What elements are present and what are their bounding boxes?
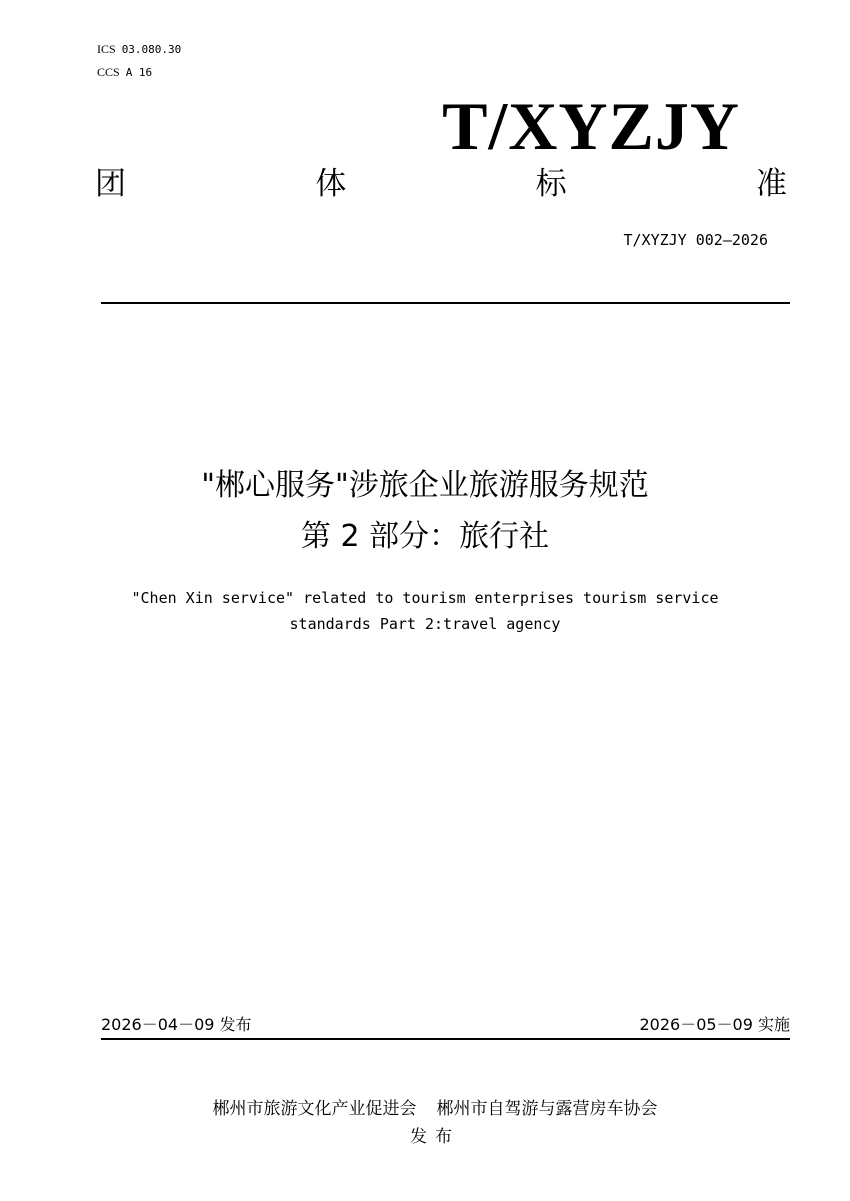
- category-char: 团: [95, 166, 126, 202]
- category-char: 准: [755, 166, 787, 202]
- document-title-en-line2: standards Part 2:travel agency: [289, 615, 561, 633]
- publish-date: 2026－04－09 发布: [101, 1015, 252, 1034]
- publishers: [0, 1097, 850, 1121]
- ccs-code: A 16: [125, 66, 153, 79]
- top-divider: [101, 302, 790, 304]
- ics-code: 03.080.30: [121, 43, 182, 56]
- ccs-label: CCS: [97, 65, 120, 79]
- bottom-divider: [101, 1038, 790, 1040]
- publish-word-container: [0, 1125, 850, 1144]
- implement-date: 2026－05－09 实施: [639, 1015, 790, 1034]
- ccs-classification: [97, 65, 152, 80]
- publisher-name: 郴州市自驾游与露营房车协会: [436, 1099, 658, 1119]
- publisher-name: 郴州市旅游文化产业促进会: [212, 1099, 417, 1119]
- standard-prefix: T/XYZJY: [442, 88, 740, 164]
- standard-number: T/XYZJY 002—2026: [623, 231, 768, 249]
- standard-category: [95, 164, 787, 204]
- ics-classification: [97, 42, 181, 57]
- publish-word: 发布: [410, 1127, 460, 1144]
- category-char: 体: [315, 166, 347, 202]
- document-title-en-line1: "Chen Xin service" related to tourism enterprises tourism service: [131, 589, 719, 607]
- document-title-cn-line1: "郴心服务"涉旅企业旅游服务规范: [201, 468, 649, 503]
- ics-label: ICS: [97, 42, 116, 56]
- document-title-cn-line2: 第 2 部分：旅行社: [300, 519, 550, 554]
- category-char: 标: [535, 166, 567, 202]
